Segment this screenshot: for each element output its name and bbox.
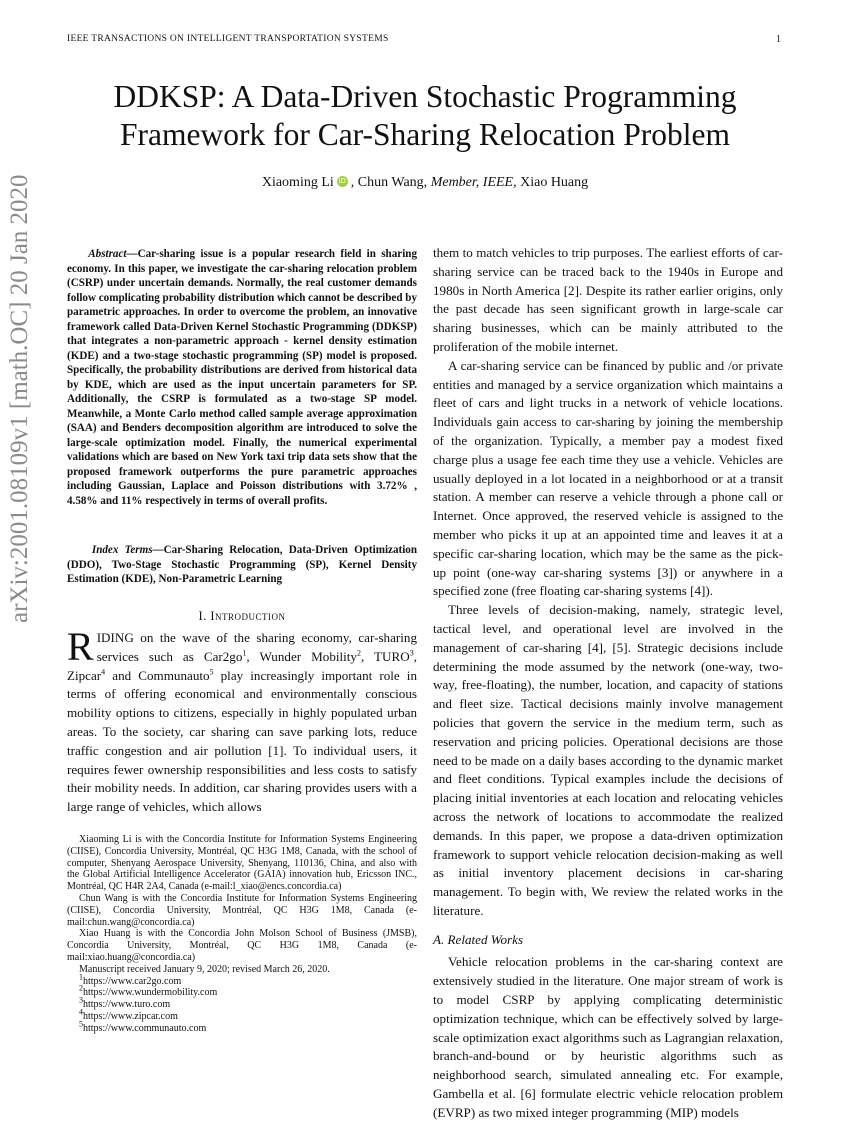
footnote-link[interactable]: https://www.turo.com	[83, 999, 171, 1011]
subsection-heading-related-works: A. Related Works	[433, 931, 524, 947]
footnote-link[interactable]: https://www.wundermobility.com	[83, 987, 218, 999]
intro-text-3: , Zipcar	[67, 648, 417, 683]
paragraph-related-works: Vehicle relocation problems in the car-sharing context are extensively studied in the literature. One major stream of work is to model CSRP by applying complicating deterministic optimization technique, which can be effectively solved by large-scale optimization exact algorithms such as Lagrangian relaxation, branch-and-bound or by heuristic algorithms such as neighborhood search, simulated annealing etc. For example, Gambella et al. [6] formulate electric vehicle relocation problem (EVRP) as two mixed integer programming (MIP) models	[433, 954, 783, 1120]
footnote-affiliation-huang: Xiao Huang is with the Concordia John Molson School of Business (JMSB), Concordia University, Montréal, QC H3G 1M8, Canada (e-mail:xiao.huang@concordia.ca)	[67, 928, 417, 963]
author-rest: , Chun Wang,	[350, 175, 431, 190]
index-terms-label: Index Terms	[91, 544, 153, 556]
footnote-link[interactable]: https://www.communauto.com	[83, 1022, 207, 1034]
orcid-icon[interactable]: iD	[338, 177, 346, 185]
abstract-text: —Car-sharing issue is a popular research field in sharing economy. In this paper, we investigate the car-sharing relocation problem (CSRP) under uncertain demands. Normally, the real customer demands follow complicating probability distribution which cannot be described by parametric approaches. In order to overcome the problem, an innovative framework called Data-Driven Kernel Stochastic Programming (DDKSP) that integrates a non-parametric approach - kernel density estimation (KDE) and a two-stage stochastic programming (SP) model is proposed. Specifically, the probability distributions are derived from historical data by KDE, which are used as the input uncertain parameters for SP. Additionally, the CSRP is formulated as a two-stage SP model. Meanwhile, a Monte Carlo method called sample average approximation (SAA) and Benders decomposition algorithm are introduced to solve the large-scale optimization model. Finally, the numerical experimental validations which are based on New York taxi trip data sets show that the proposed framework outperforms the pure parametric approaches including Gaussian, Laplace and Poisson distributions with 3.72% , 4.58% and 11% respectively in terms of overall profits.	[67, 248, 417, 507]
footnote-num: 4	[79, 1007, 83, 1017]
footnote-url	[67, 1007, 417, 1023]
intro-text-lead: IDING on the wave of the sharing economy, car-sharing services such as Car2go	[96, 630, 417, 664]
drop-cap: R	[67, 624, 94, 669]
index-terms	[67, 543, 417, 587]
footnote-num: 2	[79, 984, 83, 994]
footnote-url	[67, 995, 417, 1011]
author-membership: Member, IEEE,	[430, 175, 517, 190]
arxiv-stamp: arXiv:2001.08109v1 [math.OC] 20 Jan 2020	[6, 174, 33, 623]
footnote-affiliation-wang: Chun Wang is with the Concordia Institute for Information Systems Engineering (CIISE), Concordia University, Montréal, QC H3G 1M8, Canada (e-mail:chun.wang@concordia.ca)	[67, 892, 417, 928]
author-list	[0, 175, 850, 191]
footnote-num: 5	[79, 1019, 83, 1029]
abstract	[67, 247, 417, 508]
footnote-ref-5[interactable]: 5	[209, 667, 214, 677]
footnote-link[interactable]: https://www.car2go.com	[83, 975, 182, 987]
author-last: Xiao Huang	[516, 175, 589, 190]
author-first: Xiaoming Li	[261, 175, 334, 190]
footnote-ref-4[interactable]: 4	[101, 667, 106, 677]
paragraph-service: A car-sharing service can be financed by public and /or private entities and managed by a service organization which maintains a fleet of cars and light trucks in a network of vehicle locations. Individuals gain access to car-sharing by joining the membership of the organization. Typically, a member pay a modest fixed charge plus a usage fee each time they use a vehicle. Vehicles are usually deployed in a lot located in a neighborhood or at a transit station. A member can reserve a vehicle through a phone call or Internet. Once approved, the reserved vehicle is assigned to the member who picks it up at an appointed time and leaves it at a specific car-sharing location, which may be the same as the pick-up point (one-way car-sharing systems [3]) or anywhere in a specified zone (free floating car-sharing systems [4]).	[433, 357, 783, 599]
journal-header: IEEE TRANSACTIONS ON INTELLIGENT TRANSPORTATION SYSTEMS	[67, 34, 389, 44]
paragraph-history: them to match vehicles to trip purposes. The earliest efforts of car-sharing service can be traced back to the 1940s in Europe and 1980s in North America [2]. Despite its rather earlier origins, only the past decade has seen significant growth in large-scale car sharing businesses, which can be mainly attributed to the proliferation of the mobile internet.	[433, 245, 783, 354]
index-terms-text: —Car-Sharing Relocation, Data-Driven Optimization (DDO), Two-Stage Stochastic Programming (SP), Kernel Density Estimation (KDE), Non-Parametric Learning	[67, 544, 417, 585]
footnote-url	[67, 972, 417, 988]
abstract-label: Abstract	[88, 248, 127, 260]
footnote-ref-2[interactable]: 2	[356, 648, 361, 658]
footnote-affiliation-li: Xiaoming Li is with the Concordia Institute for Information Systems Engineering (CIISE), Concordia University, Montréal, QC H3G 1M8, Canada, with the school of computer, Shenyang Aerospace University, Shenyang, 110136, China, and also with the Global Artificial Intelligence Accelerator (GAIA) innovation hub, Ericsson INC., Montréal, QC H4R 2A4, Canada (e-mail:l_xiao@encs.concordia.ca)	[67, 834, 417, 893]
footnote-ref-3[interactable]: 3	[409, 648, 414, 658]
intro-text-4: and Communauto	[105, 667, 210, 683]
footnote-num: 1	[79, 972, 83, 982]
introduction-paragraph	[67, 624, 417, 817]
section-heading-introduction: I. Introduction	[198, 609, 286, 623]
footnote-url	[67, 1019, 417, 1035]
footnote-num: 3	[79, 995, 83, 1005]
intro-text-2: , TURO	[360, 648, 410, 664]
footnote-ref-1[interactable]: 1	[242, 648, 247, 658]
footnote-url	[67, 984, 417, 999]
paper-title: DDKSP: A Data-Driven Stochastic Programming Framework for Car-Sharing Relocation Problem	[113, 79, 737, 152]
intro-text-1: , Wunder Mobility	[246, 648, 357, 664]
footnote-link[interactable]: https://www.zipcar.com	[83, 1010, 178, 1022]
paragraph-decision-levels: Three levels of decision-making, namely, strategic level, tactical level, and operational level are involved in the management of car-sharing [4], [5]. Strategic decisions include determining the mode assumed by the network (one-way, two-way, free-floating), the number, location, and capacity of stations and fleet size. Tactical decisions mainly involve management policies that govern the service in the medium term, such as reservation and pricing policies. Operational decisions are those need to be made on a daily bases according to the dynamic market and fleet conditions. Typical examples include the decisions of placing initial inventories at each location and relocating vehicles across the network of locations to accommodate the realized demands. In this paper, we propose a data-driven optimization framework to support vehicle relocation decision-making as well as initial inventory placement decisions in car-sharing management. To begin with, We review the related works in the literature.	[433, 602, 783, 918]
right-column	[433, 244, 783, 1123]
intro-text-5: play increasingly important role in terms of offering economical and environmentally conscious mobility options to citizens, especially in highly populated urban areas. To the society, car sharing can save parking lots, reduce traffic congestion and air pollution [1]. To individual users, it requires fewer ownership responsibilities and less costs to satisfy their mobility needs. In addition, car sharing provides users with a large range of vehicles, which allows	[67, 667, 417, 815]
footnotes	[67, 834, 417, 1035]
page-number: 1	[776, 34, 781, 45]
footnote-manuscript: Manuscript received January 9, 2020; revised March 26, 2020.	[79, 963, 330, 975]
